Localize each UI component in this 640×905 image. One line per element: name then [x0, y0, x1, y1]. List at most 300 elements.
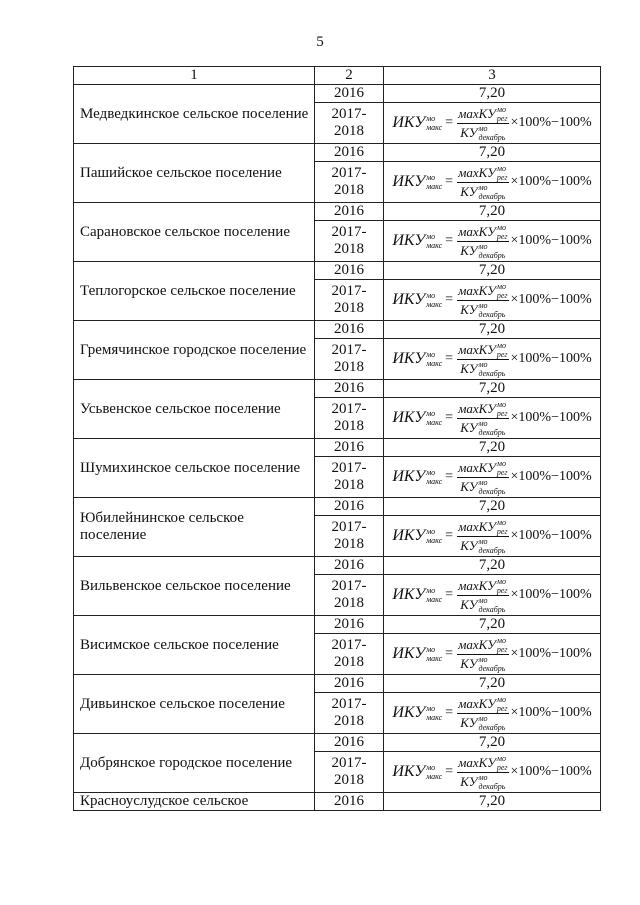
formula-den-text: КУ	[460, 242, 478, 258]
settlement-name: Юбилейнинское сельское поселение	[80, 510, 244, 543]
formula-den-scripts	[478, 655, 505, 673]
formula-numerator	[457, 577, 508, 596]
formula-lhs-sup: мо	[426, 409, 436, 418]
year-range-cell	[315, 398, 384, 439]
formula-num-sub: рег	[496, 290, 508, 300]
formula-den-scripts	[478, 596, 505, 614]
formula-tail: ×100%−100%	[510, 351, 592, 366]
settlement-name-cell	[74, 380, 315, 439]
year-range: 2017-2018	[331, 165, 367, 198]
formula-fraction	[457, 636, 508, 673]
formula-num-scripts	[497, 577, 508, 595]
settlement-name-cell	[74, 439, 315, 498]
formula-tail: ×100%−100%	[510, 705, 592, 720]
value-cell: 7,20	[384, 675, 601, 693]
formula-num-sub: рег	[496, 467, 508, 477]
formula-lhs-sup: мо	[426, 527, 436, 536]
formula-lhs-sup: мо	[426, 763, 436, 772]
formula-num-scripts	[497, 400, 508, 418]
formula-fraction	[457, 459, 508, 496]
formula-equals: =	[445, 233, 454, 248]
year-cell: 2016	[315, 793, 384, 811]
formula-den-sup: мо	[478, 713, 488, 723]
formula-fraction	[457, 282, 508, 319]
formula-lhs-scripts	[426, 468, 442, 486]
formula-den-text: КУ	[460, 360, 478, 376]
formula-equals: =	[445, 469, 454, 484]
formula-lhs-sub: макс	[426, 182, 443, 191]
table-row	[74, 380, 601, 398]
formula-den-sup: мо	[478, 123, 488, 133]
formula-den-scripts	[478, 478, 505, 496]
year-range-cell	[315, 280, 384, 321]
formula-lhs-sub: макс	[426, 772, 443, 781]
formula-den-text: КУ	[460, 773, 478, 789]
formula-num-scripts	[497, 223, 508, 241]
formula-den-scripts	[478, 301, 505, 319]
settlement-name: Теплогорское сельское поселение	[80, 282, 296, 299]
table-row	[74, 616, 601, 634]
table-row	[74, 439, 601, 457]
formula-cell	[384, 221, 601, 262]
year-range-cell	[315, 575, 384, 616]
formula-equals: =	[445, 587, 454, 602]
table-row	[74, 557, 601, 575]
year-range-cell	[315, 221, 384, 262]
formula-lhs: ИКУ	[392, 173, 426, 190]
formula	[392, 695, 591, 732]
year-cell: 2016	[315, 380, 384, 398]
formula-lhs: ИКУ	[392, 350, 426, 367]
year-range: 2017-2018	[331, 460, 367, 493]
formula-numerator	[457, 282, 508, 301]
formula-equals: =	[445, 764, 454, 779]
settlement-name: Медведкинское сельское поселение	[80, 105, 309, 122]
formula-lhs-scripts	[426, 291, 442, 309]
formula-den-sup: мо	[478, 182, 488, 192]
formula-lhs-scripts	[426, 350, 442, 368]
formula-equals: =	[445, 705, 454, 720]
header-col-1: 1	[74, 67, 315, 85]
settlement-name-cell	[74, 616, 315, 675]
formula-num-text: махКУ	[458, 577, 496, 593]
formula	[392, 105, 591, 142]
formula-cell	[384, 162, 601, 203]
formula-num-text: махКУ	[458, 105, 496, 121]
formula-den-scripts	[478, 360, 505, 378]
formula-lhs-sub: макс	[426, 300, 443, 309]
formula-lhs-sup: мо	[426, 645, 436, 654]
formula-denominator	[459, 124, 506, 142]
settlement-name-cell	[74, 793, 315, 811]
year-cell: 2016	[315, 203, 384, 221]
formula-den-text: КУ	[460, 655, 478, 671]
formula-den-text: КУ	[460, 537, 478, 553]
formula-lhs-sub: макс	[426, 536, 443, 545]
formula-tail: ×100%−100%	[510, 646, 592, 661]
formula-den-scripts	[478, 714, 505, 732]
formula-tail: ×100%−100%	[510, 528, 592, 543]
settlement-name-cell	[74, 262, 315, 321]
formula-fraction	[457, 518, 508, 555]
formula-den-sup: мо	[478, 359, 488, 369]
formula	[392, 223, 591, 260]
formula-fraction	[457, 105, 508, 142]
formula-den-scripts	[478, 124, 505, 142]
formula	[392, 282, 591, 319]
formula-den-sub: декабрь	[478, 486, 506, 496]
formula-den-text: КУ	[460, 124, 478, 140]
formula-den-sup: мо	[478, 654, 488, 664]
value-cell: 7,20	[384, 734, 601, 752]
year-cell: 2016	[315, 262, 384, 280]
formula-num-scripts	[497, 341, 508, 359]
formula-denominator	[459, 714, 506, 732]
year-cell: 2016	[315, 144, 384, 162]
formula-lhs-sup: мо	[426, 114, 436, 123]
formula-numerator	[457, 341, 508, 360]
formula-cell	[384, 457, 601, 498]
formula-num-scripts	[497, 282, 508, 300]
formula-cell	[384, 398, 601, 439]
formula-num-sub: рег	[496, 644, 508, 654]
table-row	[74, 144, 601, 162]
value-cell: 7,20	[384, 498, 601, 516]
settlement-name-cell	[74, 734, 315, 793]
settlement-name: Висимское сельское поселение	[80, 636, 279, 653]
formula-num-sup: мо	[496, 163, 506, 173]
value-cell: 7,20	[384, 203, 601, 221]
formula-den-sub: декабрь	[478, 545, 506, 555]
formula-den-scripts	[478, 183, 505, 201]
year-range: 2017-2018	[331, 401, 367, 434]
year-cell: 2016	[315, 85, 384, 103]
formula-den-sup: мо	[478, 595, 488, 605]
page-number: 5	[316, 34, 324, 50]
value-cell: 7,20	[384, 557, 601, 575]
formula-den-sub: декабрь	[478, 191, 506, 201]
formula-num-scripts	[497, 164, 508, 182]
value-cell: 7,20	[384, 439, 601, 457]
table-row	[74, 793, 601, 811]
formula-den-text: КУ	[460, 419, 478, 435]
formula-num-text: махКУ	[458, 400, 496, 416]
formula-den-scripts	[478, 419, 505, 437]
formula-lhs-scripts	[426, 645, 442, 663]
table-row	[74, 675, 601, 693]
formula-cell	[384, 280, 601, 321]
formula-lhs-scripts	[426, 232, 442, 250]
year-range-cell	[315, 162, 384, 203]
table-row	[74, 734, 601, 752]
formula-num-sub: рег	[496, 349, 508, 359]
year-range: 2017-2018	[331, 342, 367, 375]
formula-den-sub: декабрь	[478, 132, 506, 142]
data-table	[73, 66, 601, 811]
formula-num-sup: мо	[496, 635, 506, 645]
formula-lhs: ИКУ	[392, 232, 426, 249]
formula-num-text: махКУ	[458, 754, 496, 770]
formula-tail: ×100%−100%	[510, 292, 592, 307]
year-range-cell	[315, 516, 384, 557]
formula	[392, 400, 591, 437]
formula-den-text: КУ	[460, 183, 478, 199]
formula-tail: ×100%−100%	[510, 587, 592, 602]
settlement-name-cell	[74, 498, 315, 557]
formula-num-text: махКУ	[458, 695, 496, 711]
formula-den-scripts	[478, 537, 505, 555]
formula	[392, 636, 591, 673]
settlement-name: Красноуслудское сельское	[80, 793, 249, 809]
header-col-2: 2	[315, 67, 384, 85]
formula	[392, 164, 591, 201]
formula-fraction	[457, 164, 508, 201]
formula-num-sup: мо	[496, 458, 506, 468]
formula-equals: =	[445, 528, 454, 543]
year-range: 2017-2018	[331, 637, 367, 670]
formula-lhs: ИКУ	[392, 114, 426, 131]
formula-tail: ×100%−100%	[510, 764, 592, 779]
formula-lhs-scripts	[426, 704, 442, 722]
formula-num-text: махКУ	[458, 518, 496, 534]
settlement-name: Вильвенское сельское поселение	[80, 577, 291, 594]
formula-num-sub: рег	[496, 113, 508, 123]
formula-lhs: ИКУ	[392, 704, 426, 721]
formula-den-scripts	[478, 773, 505, 791]
formula-numerator	[457, 636, 508, 655]
formula-num-scripts	[497, 754, 508, 772]
formula-numerator	[457, 695, 508, 714]
formula-cell	[384, 752, 601, 793]
formula-cell	[384, 103, 601, 144]
formula-num-text: махКУ	[458, 341, 496, 357]
formula-lhs: ИКУ	[392, 468, 426, 485]
formula-num-text: махКУ	[458, 164, 496, 180]
formula-den-sub: декабрь	[478, 604, 506, 614]
formula-numerator	[457, 400, 508, 419]
formula-den-sub: декабрь	[478, 663, 506, 673]
formula-lhs-sub: макс	[426, 654, 443, 663]
settlement-name: Гремячинское городское поселение	[80, 341, 307, 358]
table-row	[74, 85, 601, 103]
formula-num-sub: рег	[496, 526, 508, 536]
formula-den-scripts	[478, 242, 505, 260]
formula-lhs: ИКУ	[392, 645, 426, 662]
formula	[392, 518, 591, 555]
year-range: 2017-2018	[331, 283, 367, 316]
formula-num-sup: мо	[496, 222, 506, 232]
value-cell: 7,20	[384, 321, 601, 339]
value-cell: 7,20	[384, 85, 601, 103]
formula-equals: =	[445, 410, 454, 425]
table-row	[74, 203, 601, 221]
year-range-cell	[315, 693, 384, 734]
year-range: 2017-2018	[331, 696, 367, 729]
formula-cell	[384, 339, 601, 380]
formula-cell	[384, 516, 601, 557]
formula-lhs: ИКУ	[392, 409, 426, 426]
year-range: 2017-2018	[331, 519, 367, 552]
formula-fraction	[457, 400, 508, 437]
settlement-name-cell	[74, 85, 315, 144]
formula-num-scripts	[497, 105, 508, 123]
year-range: 2017-2018	[331, 106, 367, 139]
formula-lhs: ИКУ	[392, 527, 426, 544]
formula-numerator	[457, 105, 508, 124]
value-cell: 7,20	[384, 380, 601, 398]
formula-tail: ×100%−100%	[510, 469, 592, 484]
formula-lhs-sup: мо	[426, 173, 436, 182]
formula-num-text: махКУ	[458, 282, 496, 298]
settlement-name-cell	[74, 557, 315, 616]
year-cell: 2016	[315, 439, 384, 457]
formula-fraction	[457, 341, 508, 378]
formula-den-text: КУ	[460, 596, 478, 612]
table-row	[74, 498, 601, 516]
formula-denominator	[459, 419, 506, 437]
settlement-name-cell	[74, 203, 315, 262]
formula-den-sub: декабрь	[478, 309, 506, 319]
formula-num-scripts	[497, 518, 508, 536]
formula-numerator	[457, 459, 508, 478]
formula-den-sup: мо	[478, 772, 488, 782]
formula-num-sup: мо	[496, 281, 506, 291]
formula-tail: ×100%−100%	[510, 174, 592, 189]
formula-lhs-scripts	[426, 586, 442, 604]
settlement-name: Добрянское городское поселение	[80, 754, 293, 771]
formula-num-sup: мо	[496, 104, 506, 114]
formula-den-sub: декабрь	[478, 781, 506, 791]
year-range-cell	[315, 457, 384, 498]
formula	[392, 577, 591, 614]
year-cell: 2016	[315, 675, 384, 693]
formula-den-sub: декабрь	[478, 722, 506, 732]
formula-num-scripts	[497, 636, 508, 654]
settlement-name-cell	[74, 675, 315, 734]
formula-numerator	[457, 754, 508, 773]
formula-den-sub: декабрь	[478, 368, 506, 378]
formula-lhs-sup: мо	[426, 586, 436, 595]
year-range-cell	[315, 339, 384, 380]
settlement-name: Пашийское сельское поселение	[80, 164, 282, 181]
year-range-cell	[315, 752, 384, 793]
formula-numerator	[457, 518, 508, 537]
formula-denominator	[459, 360, 506, 378]
year-cell: 2016	[315, 616, 384, 634]
header-row	[74, 67, 601, 85]
year-cell: 2016	[315, 557, 384, 575]
value-cell: 7,20	[384, 616, 601, 634]
year-range-cell	[315, 634, 384, 675]
formula-num-sub: рег	[496, 172, 508, 182]
formula-lhs-sup: мо	[426, 468, 436, 477]
formula-fraction	[457, 577, 508, 614]
formula-equals: =	[445, 115, 454, 130]
formula-num-sub: рег	[496, 762, 508, 772]
formula-den-sup: мо	[478, 418, 488, 428]
formula-num-text: махКУ	[458, 636, 496, 652]
formula-lhs-sub: макс	[426, 418, 443, 427]
formula-den-sup: мо	[478, 477, 488, 487]
formula-numerator	[457, 223, 508, 242]
formula-lhs-sub: макс	[426, 595, 443, 604]
formula-num-sup: мо	[496, 753, 506, 763]
formula-num-sup: мо	[496, 694, 506, 704]
formula-num-text: махКУ	[458, 223, 496, 239]
table-row	[74, 262, 601, 280]
formula-equals: =	[445, 292, 454, 307]
formula-equals: =	[445, 174, 454, 189]
formula-lhs-scripts	[426, 173, 442, 191]
year-range-cell	[315, 103, 384, 144]
settlement-name-cell	[74, 321, 315, 380]
formula-denominator	[459, 183, 506, 201]
formula-denominator	[459, 596, 506, 614]
table-row	[74, 321, 601, 339]
formula-lhs-scripts	[426, 763, 442, 781]
year-cell: 2016	[315, 734, 384, 752]
formula-lhs-sub: макс	[426, 359, 443, 368]
formula-numerator	[457, 164, 508, 183]
formula-num-sup: мо	[496, 517, 506, 527]
formula-den-text: КУ	[460, 714, 478, 730]
settlement-name: Дивьинское сельское поселение	[80, 695, 285, 712]
formula-cell	[384, 575, 601, 616]
formula-num-sub: рег	[496, 585, 508, 595]
formula-lhs: ИКУ	[392, 291, 426, 308]
formula-fraction	[457, 223, 508, 260]
formula-lhs-sub: макс	[426, 123, 443, 132]
formula-den-sup: мо	[478, 300, 488, 310]
formula-den-sup: мо	[478, 536, 488, 546]
formula-cell	[384, 693, 601, 734]
formula-fraction	[457, 695, 508, 732]
year-range: 2017-2018	[331, 578, 367, 611]
formula-equals: =	[445, 646, 454, 661]
formula-den-sup: мо	[478, 241, 488, 251]
header-col-3: 3	[384, 67, 601, 85]
formula-denominator	[459, 478, 506, 496]
year-cell: 2016	[315, 498, 384, 516]
formula-lhs-sup: мо	[426, 291, 436, 300]
value-cell: 7,20	[384, 793, 601, 811]
formula-lhs-scripts	[426, 409, 442, 427]
formula-den-sub: декабрь	[478, 427, 506, 437]
formula-lhs: ИКУ	[392, 763, 426, 780]
settlement-name: Сарановское сельское поселение	[80, 223, 290, 240]
formula	[392, 341, 591, 378]
formula-lhs-scripts	[426, 114, 442, 132]
formula-lhs: ИКУ	[392, 586, 426, 603]
formula-num-sup: мо	[496, 576, 506, 586]
year-range: 2017-2018	[331, 755, 367, 788]
year-range: 2017-2018	[331, 224, 367, 257]
formula-num-sub: рег	[496, 231, 508, 241]
formula-tail: ×100%−100%	[510, 233, 592, 248]
formula-denominator	[459, 242, 506, 260]
formula-denominator	[459, 655, 506, 673]
formula-num-sub: рег	[496, 408, 508, 418]
settlement-name: Шумихинское сельское поселение	[80, 459, 301, 476]
formula-num-sup: мо	[496, 399, 506, 409]
formula-tail: ×100%−100%	[510, 410, 592, 425]
formula-den-text: КУ	[460, 478, 478, 494]
formula-denominator	[459, 301, 506, 319]
formula-num-scripts	[497, 695, 508, 713]
formula-lhs-sup: мо	[426, 232, 436, 241]
formula-lhs-sup: мо	[426, 350, 436, 359]
formula-num-sup: мо	[496, 340, 506, 350]
